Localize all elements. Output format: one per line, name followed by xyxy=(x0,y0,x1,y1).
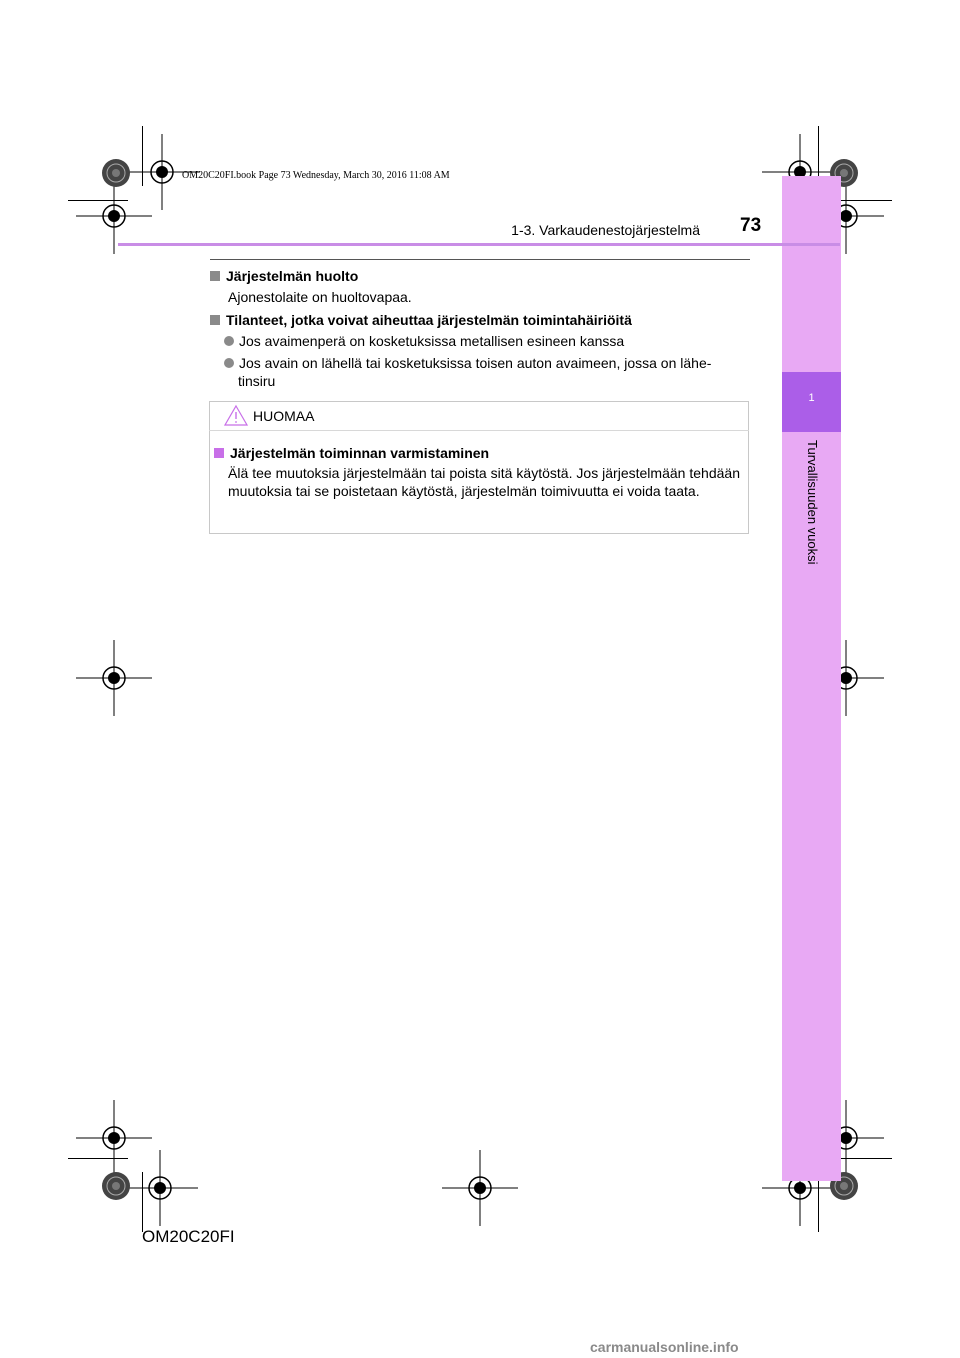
trim-line xyxy=(832,200,892,201)
warning-triangle-icon xyxy=(224,404,248,426)
book-info-slug: OM20C20FI.book Page 73 Wednesday, March 30, 2016 11:08 AM xyxy=(182,170,450,181)
color-wheel-mark-icon xyxy=(101,1171,131,1201)
square-bullet-icon xyxy=(214,448,224,458)
round-bullet-icon xyxy=(224,358,234,368)
trim-line xyxy=(68,1158,128,1159)
header-rule xyxy=(118,243,840,246)
trim-line xyxy=(832,1158,892,1159)
notice-heading xyxy=(214,445,489,461)
document-code: OM20C20FI xyxy=(142,1227,235,1246)
maintenance-heading xyxy=(210,268,358,284)
registration-mark-icon xyxy=(442,1150,518,1226)
notice-heading-text: Järjestelmän toiminnan varmistaminen xyxy=(230,445,490,461)
side-tab-title: Turvallisuuden vuoksi xyxy=(805,440,820,565)
trim-line xyxy=(142,1172,143,1232)
list-item xyxy=(224,332,624,350)
side-tab-number: 1 xyxy=(808,392,815,404)
malfunctions-heading xyxy=(210,312,632,328)
list-item-continuation: tinsiru xyxy=(238,373,276,389)
color-wheel-mark-icon xyxy=(101,158,131,188)
trim-line xyxy=(68,200,128,201)
page-number: 73 xyxy=(740,215,762,236)
notice-divider xyxy=(209,430,749,431)
content-rule xyxy=(210,259,750,260)
maintenance-heading-text: Järjestelmän huolto xyxy=(226,268,359,284)
list-item-text: Jos avain on lähellä tai kosketuksissa toisen auton avaimeen, jossa on lähe- xyxy=(239,355,712,371)
notice-title: HUOMAA xyxy=(253,408,315,424)
square-bullet-icon xyxy=(210,315,220,325)
section-title: 1-3. Varkaudenestojärjestelmä xyxy=(511,222,700,238)
trim-line xyxy=(818,1172,819,1232)
square-bullet-icon xyxy=(210,271,220,281)
registration-mark-icon xyxy=(76,640,152,716)
watermark: carmanualsonline.info xyxy=(590,1339,739,1355)
registration-mark-icon xyxy=(122,1150,198,1226)
side-tab xyxy=(782,176,841,1181)
trim-line xyxy=(142,126,143,186)
list-item xyxy=(224,354,711,372)
round-bullet-icon xyxy=(224,336,234,346)
maintenance-text: Ajonestolaite on huoltovapaa. xyxy=(228,289,412,305)
malfunctions-heading-text: Tilanteet, jotka voivat aiheuttaa järjestelmän toimintahäiriöitä xyxy=(226,312,632,328)
list-item-text: Jos avaimenperä on kosketuksissa metallisen esineen kanssa xyxy=(239,333,625,349)
notice-text: Älä tee muutoksia järjestelmään tai poista sitä käytöstä. Jos järjestelmään tehdään muutoksia tai se poistetaan käytöstä, järjestelmän toimivuutta ei voida taata. xyxy=(228,465,740,499)
